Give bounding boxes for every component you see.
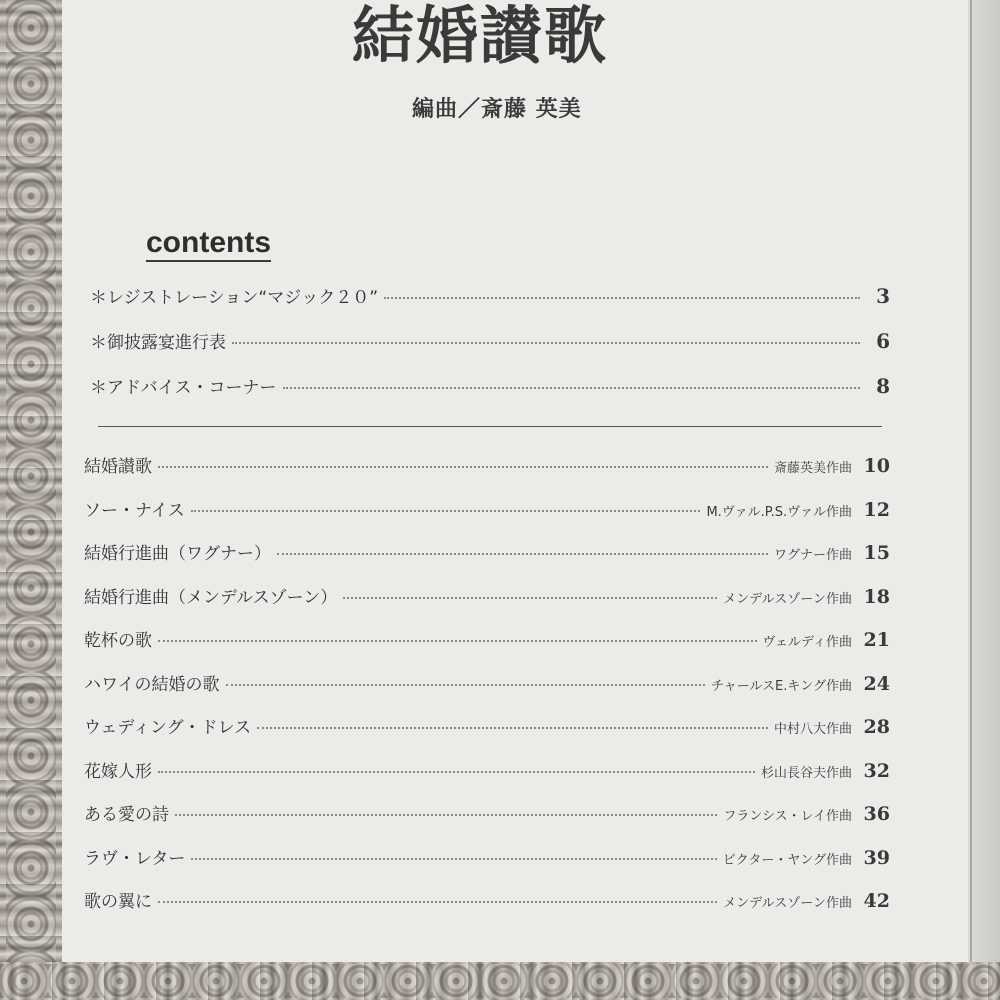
ornamental-border-bottom xyxy=(0,962,1000,1000)
song-title: ラヴ・レター xyxy=(84,848,186,869)
song-item xyxy=(84,626,890,670)
dot-leader xyxy=(158,466,768,468)
intro-item xyxy=(90,373,890,418)
song-composer: 杉山長谷夫作曲 xyxy=(760,765,852,781)
song-title: 結婚讃歌 xyxy=(84,457,152,477)
dot-leader xyxy=(158,640,757,642)
song-page: 12 xyxy=(863,498,890,521)
contents-heading: contents xyxy=(146,226,271,262)
contents-page xyxy=(62,0,968,962)
song-composer: 中村八大作曲 xyxy=(773,722,852,737)
song-title: ハワイの結婚の歌 xyxy=(84,674,220,695)
song-page: 28 xyxy=(863,716,890,738)
song-page: 39 xyxy=(863,846,890,869)
dot-leader xyxy=(191,510,701,512)
intro-list xyxy=(90,283,890,418)
song-composer: 斎藤英美作曲 xyxy=(773,461,852,476)
song-item xyxy=(84,670,890,714)
song-composer: ヴェルディ作曲 xyxy=(762,635,852,650)
intro-item-title: ＊アドバイス・コーナー xyxy=(90,378,277,398)
song-title: 結婚行進曲（メンデルスゾーン） xyxy=(84,587,338,608)
book-title: 結婚讃歌 xyxy=(352,0,609,72)
intro-item xyxy=(90,328,890,373)
song-item xyxy=(84,800,890,844)
song-page: 36 xyxy=(863,803,890,825)
song-title: ある愛の詩 xyxy=(84,805,169,825)
section-divider xyxy=(98,426,882,427)
song-page: 10 xyxy=(863,455,890,477)
song-list xyxy=(84,452,890,931)
song-title: 歌の翼に xyxy=(84,892,152,912)
song-page: 42 xyxy=(863,890,890,912)
song-composer: M.ヴァル.P.S.ヴァル作曲 xyxy=(706,504,852,520)
dot-leader xyxy=(175,814,717,816)
dot-leader xyxy=(277,553,768,555)
intro-item xyxy=(90,283,890,328)
page-edge-right xyxy=(968,0,1000,962)
ornamental-border-left xyxy=(0,0,62,1000)
dot-leader xyxy=(257,727,768,729)
intro-item-page: 6 xyxy=(876,329,890,353)
dot-leader xyxy=(283,387,861,389)
song-item xyxy=(84,887,890,931)
dot-leader xyxy=(226,684,706,686)
song-composer: チャールスE.キング作曲 xyxy=(711,678,852,694)
song-page: 32 xyxy=(863,759,890,782)
song-item xyxy=(84,583,890,627)
song-item xyxy=(84,844,890,888)
intro-item-page: 3 xyxy=(876,284,890,308)
dot-leader xyxy=(343,597,717,599)
intro-item-title: ＊御披露宴進行表 xyxy=(90,333,226,353)
song-item xyxy=(84,757,890,801)
song-title: 乾杯の歌 xyxy=(84,631,152,651)
song-composer: ワグナー作曲 xyxy=(773,548,852,563)
song-title: ウェディング・ドレス xyxy=(84,718,252,738)
song-item xyxy=(84,713,890,757)
song-page: 18 xyxy=(863,585,890,608)
song-title: 花嫁人形 xyxy=(84,761,152,782)
dot-leader xyxy=(384,297,860,299)
song-composer: メンデルスゾーン作曲 xyxy=(723,591,852,607)
song-page: 15 xyxy=(863,542,890,564)
song-item xyxy=(84,452,890,496)
song-composer: メンデルスゾーン作曲 xyxy=(723,896,852,911)
song-page: 24 xyxy=(863,672,890,695)
dot-leader xyxy=(158,901,717,903)
intro-item-title: ＊レジストレーション“マジック２０” xyxy=(90,288,378,308)
song-page: 21 xyxy=(863,629,890,651)
arranger-credit: 編曲／斎藤 英美 xyxy=(412,97,582,122)
song-item xyxy=(84,496,890,540)
song-title: 結婚行進曲（ワグナー） xyxy=(84,544,271,564)
intro-item-page: 8 xyxy=(876,374,890,398)
dot-leader xyxy=(232,342,860,344)
song-item xyxy=(84,539,890,583)
song-composer: ビクター・ヤング作曲 xyxy=(722,852,852,868)
dot-leader xyxy=(158,771,755,773)
song-composer: フランシス・レイ作曲 xyxy=(723,809,852,824)
song-title: ソー・ナイス xyxy=(84,500,185,521)
dot-leader xyxy=(191,858,716,860)
